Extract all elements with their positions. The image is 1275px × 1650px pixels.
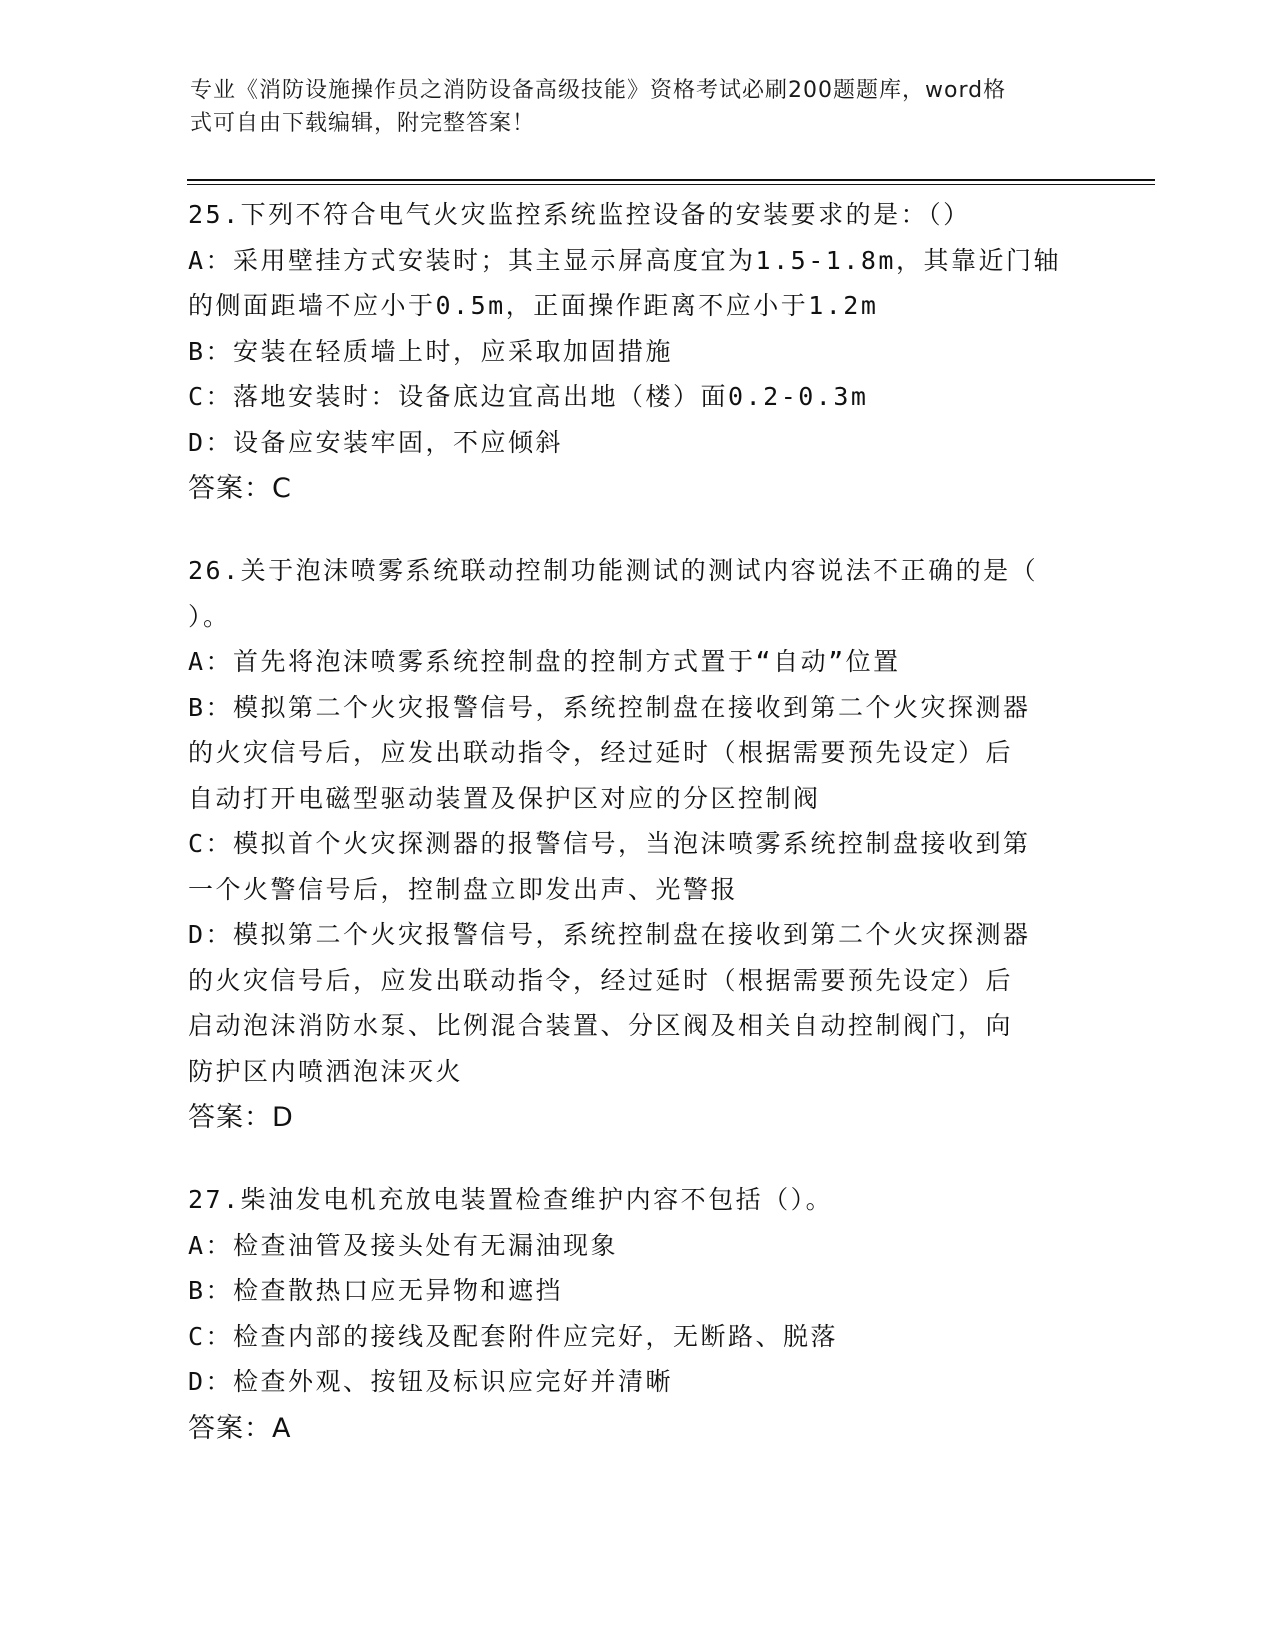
option-c: C：落地安装时：设备底边宜高出地（楼）面0.2-0.3m: [188, 382, 869, 411]
question-text: 26.关于泡沫喷雾系统联动控制功能测试的测试内容说法不正确的是（: [188, 556, 1039, 585]
option-d: D：设备应安装牢固，不应倾斜: [188, 427, 564, 457]
option-a: A：首先将泡沫喷雾系统控制盘的控制方式置于“自动”位置: [188, 647, 901, 676]
option-d: D：模拟第二个火灾报警信号，系统控制盘在接收到第二个火灾探测器: [188, 920, 1031, 949]
question-25: [188, 192, 1088, 512]
question-text: 27.柴油发电机充放电装置检查维护内容不包括（）。: [188, 1185, 834, 1214]
document-header: [190, 74, 1090, 140]
header-line: 式可自由下载编辑，附完整答案！: [190, 111, 536, 136]
header-divider: [187, 179, 1155, 181]
question-text: 25.下列不符合电气火灾监控系统监控设备的安装要求的是：（）: [188, 200, 971, 229]
header-divider-thin: [187, 184, 1155, 185]
option-c-continued: 一个火警信号后，控制盘立即发出声、光警报: [188, 874, 739, 904]
answer-label: 答案：A: [188, 1412, 292, 1444]
option-d-continued: 的火灾信号后，应发出联动指令，经过延时（根据需要预先设定）后: [188, 965, 1014, 995]
option-a: A：采用壁挂方式安装时；其主显示屏高度宜为1.5-1.8m，其靠近门轴: [188, 245, 1061, 275]
option-c: C：模拟首个火灾探测器的报警信号，当泡沫喷雾系统控制盘接收到第: [188, 829, 1031, 858]
option-b-continued: 自动打开电磁型驱动装置及保护区对应的分区控制阀: [188, 783, 821, 813]
question-text-continued: ）。: [188, 601, 231, 631]
option-c: C：检查内部的接线及配套附件应完好，无断路、脱落: [188, 1321, 839, 1351]
answer-label: 答案：C: [188, 473, 292, 504]
question-list: [188, 192, 1088, 1488]
answer-label: 答案：D: [188, 1102, 294, 1133]
option-d: D：检查外观、按钮及标识应完好并清晰: [188, 1367, 674, 1396]
option-b: B：安装在轻质墙上时，应采取加固措施: [188, 336, 674, 366]
option-b: B：模拟第二个火灾报警信号，系统控制盘在接收到第二个火灾探测器: [188, 692, 1031, 722]
question-26: [188, 548, 1088, 1141]
option-a-continued: 的侧面距墙不应小于0.5m，正面操作距离不应小于1.2m: [188, 291, 879, 320]
option-d-continued: 防护区内喷洒泡沫灭火: [188, 1056, 464, 1086]
header-line: 专业《消防设施操作员之消防设备高级技能》资格考试必刷200题题库，word格: [190, 78, 1007, 103]
question-27: [188, 1177, 1088, 1452]
option-a: A：检查油管及接头处有无漏油现象: [188, 1230, 619, 1260]
option-d-continued: 启动泡沫消防水泵、比例混合装置、分区阀及相关自动控制阀门，向: [188, 1011, 1014, 1040]
option-b-continued: 的火灾信号后，应发出联动指令，经过延时（根据需要预先设定）后: [188, 738, 1014, 767]
option-b: B：检查散热口应无异物和遮挡: [188, 1276, 564, 1305]
